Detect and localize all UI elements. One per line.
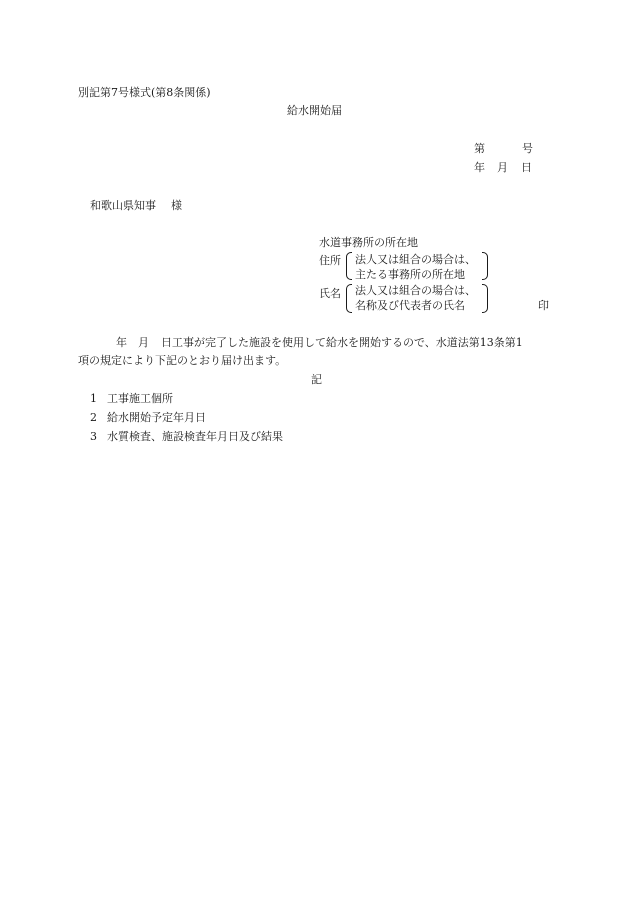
date-day: 日 — [521, 161, 532, 174]
item-text: 水質検査、施設検査年月日及び結果 — [107, 430, 283, 443]
item-text: 工事施工個所 — [107, 392, 173, 405]
item-number: 3 — [90, 430, 97, 443]
name-label: 氏名 — [319, 287, 341, 300]
seal-mark: 印 — [538, 299, 549, 312]
address-note-line2: 主たる事務所の所在地 — [355, 268, 465, 281]
item-text: 給水開始予定年月日 — [107, 411, 206, 424]
form-label: 別記第7号様式(第8条関係) — [78, 86, 211, 99]
addressee-name: 和歌山県知事 — [90, 199, 156, 212]
name-note-line2: 名称及び代表者の氏名 — [355, 299, 465, 312]
document-title: 給水開始届 — [287, 104, 342, 117]
address-note-line1: 法人又は組合の場合は、 — [355, 253, 476, 266]
address-label: 住所 — [319, 254, 341, 267]
number-prefix: 第 — [474, 142, 485, 155]
name-right-bracket — [482, 284, 488, 313]
body-month: 月 — [138, 336, 149, 349]
addressee-honorific: 様 — [171, 199, 182, 212]
item-number: 2 — [90, 411, 97, 424]
date-month: 月 — [497, 161, 508, 174]
name-left-bracket — [346, 284, 352, 313]
item-number: 1 — [90, 392, 97, 405]
body-line2: 項の規定により下記のとおり届け出ます。 — [78, 354, 287, 367]
name-note-line1: 法人又は組合の場合は、 — [355, 284, 476, 297]
date-year: 年 — [474, 161, 485, 174]
office-location-label: 水道事務所の所在地 — [319, 236, 418, 249]
address-left-bracket — [346, 252, 352, 280]
ki-heading: 記 — [311, 373, 322, 386]
body-line1: 日工事が完了した施設を使用して給水を開始するので、水道法第13条第1 — [161, 336, 523, 349]
body-year: 年 — [116, 336, 127, 349]
address-right-bracket — [482, 252, 488, 280]
number-suffix: 号 — [522, 142, 533, 155]
